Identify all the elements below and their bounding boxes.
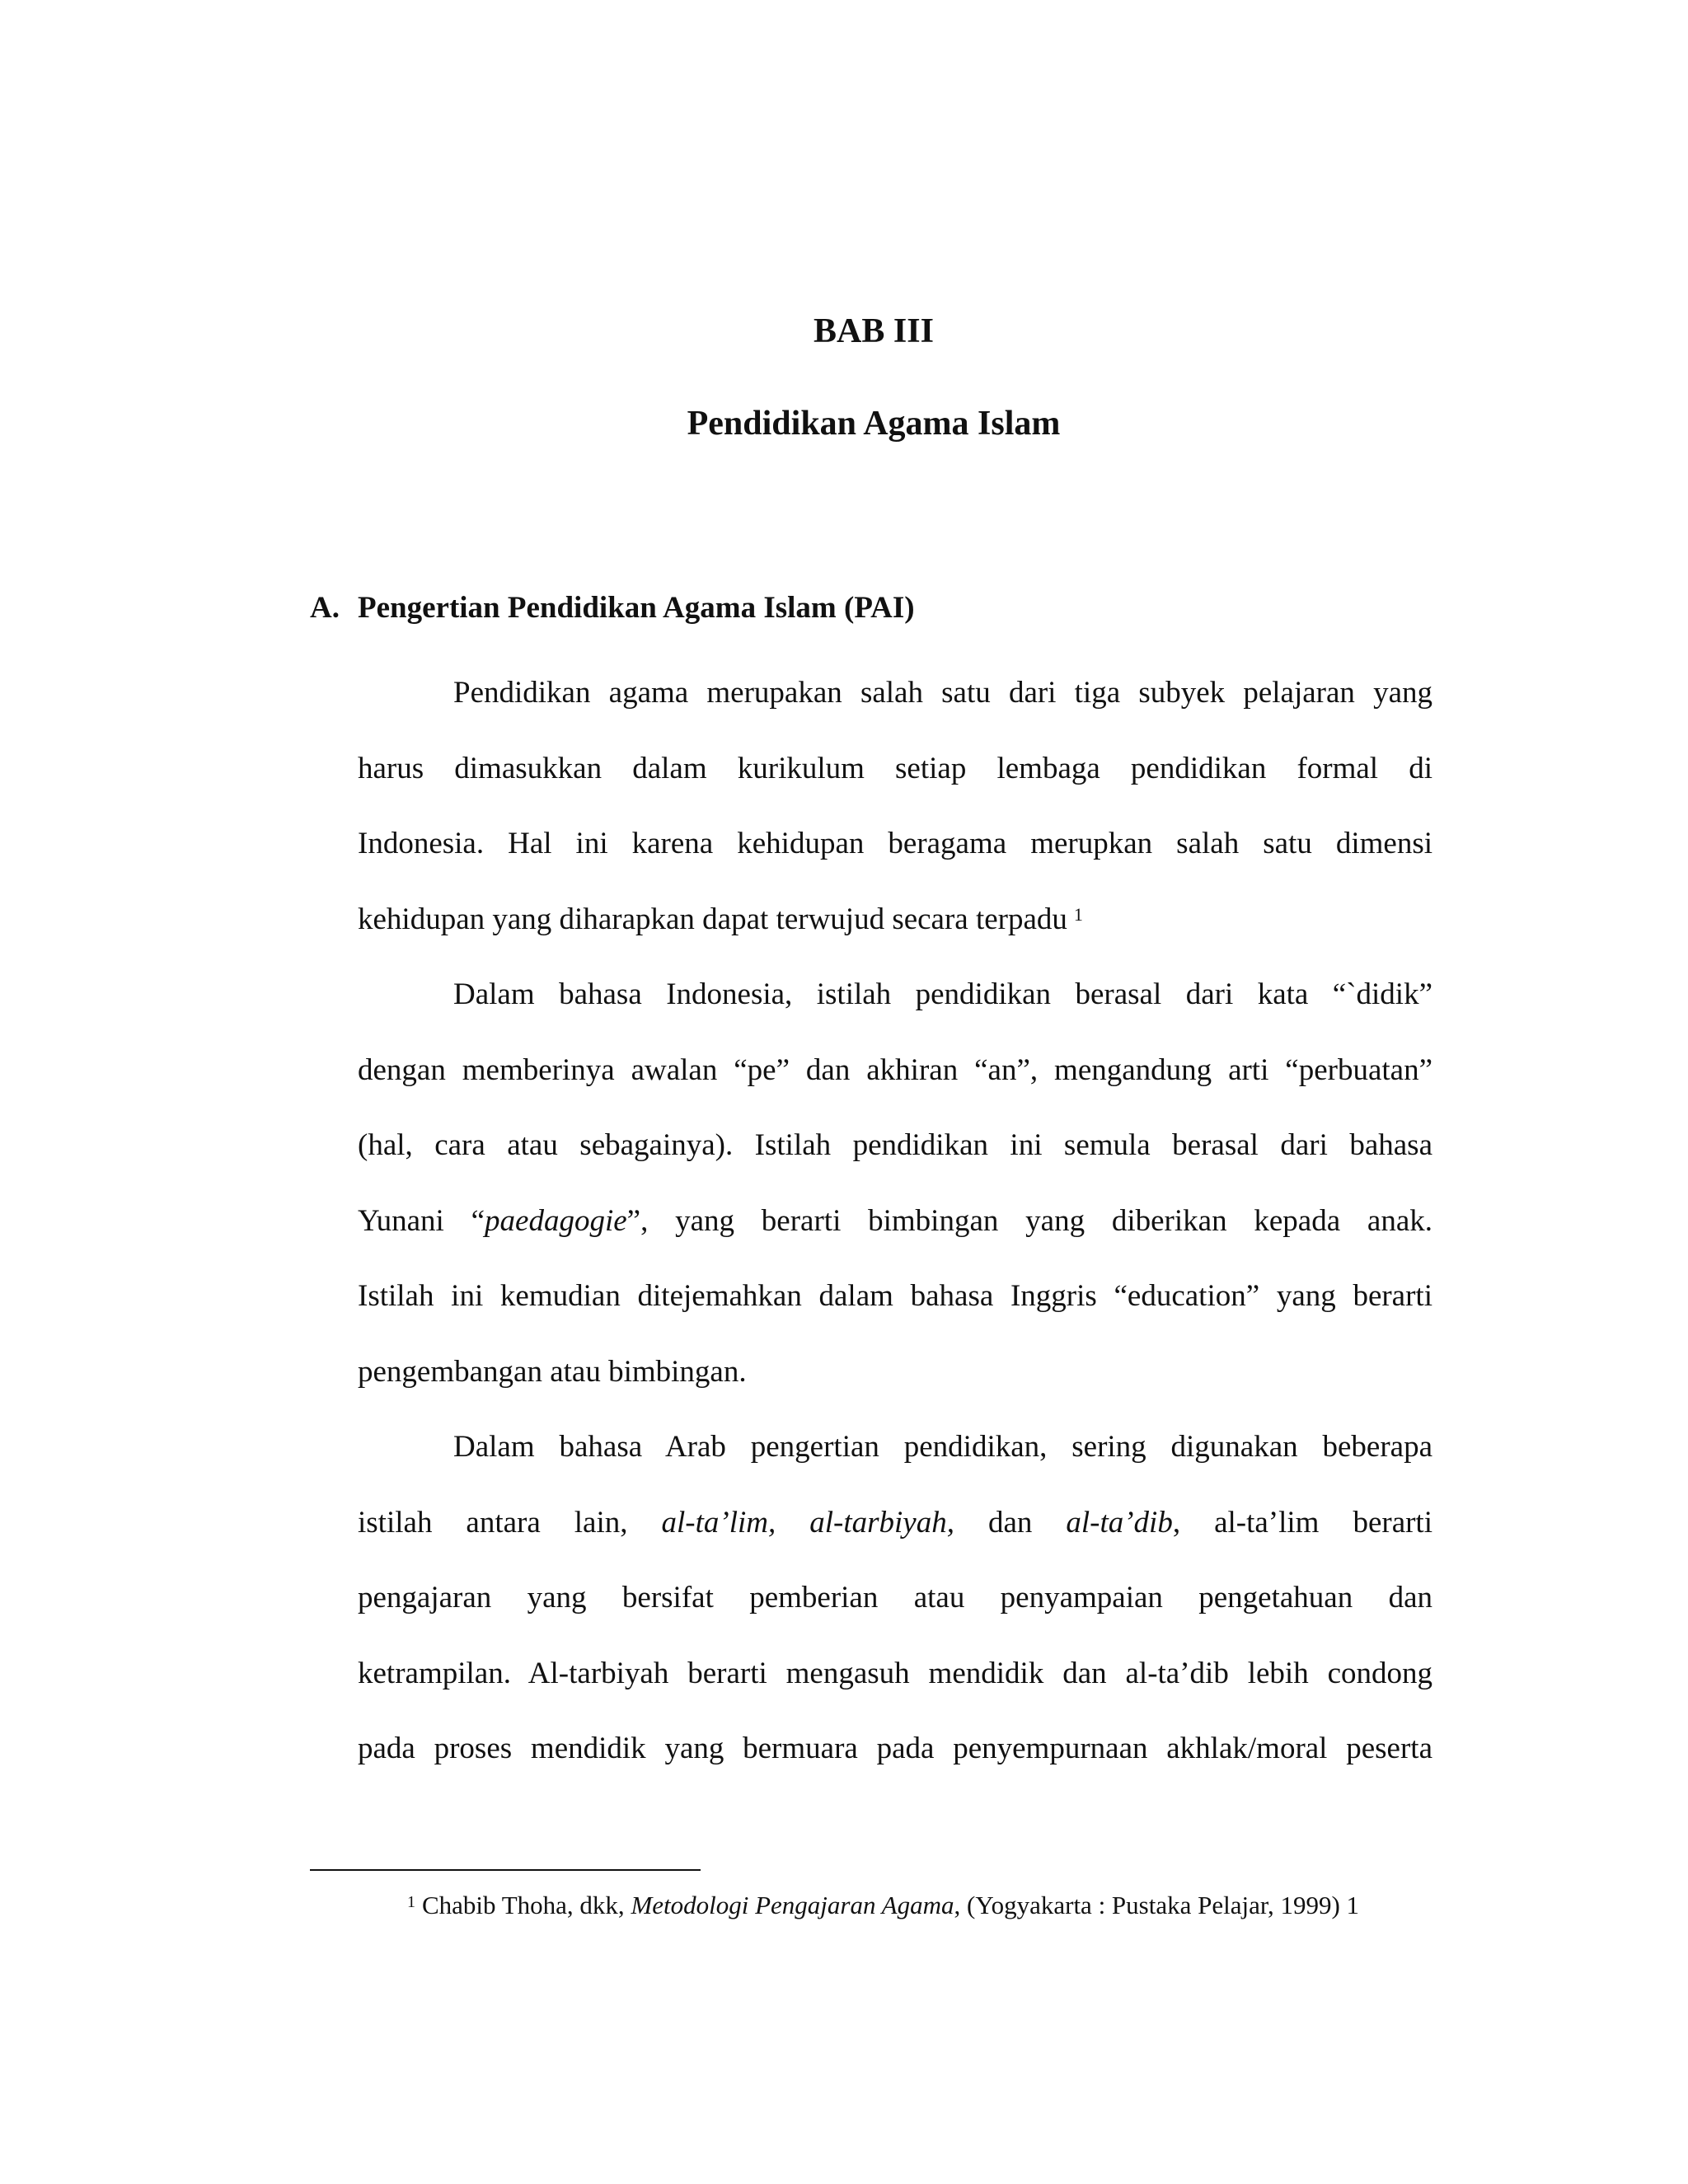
italic-term: paedagogie	[485, 1203, 627, 1238]
section-title: Pengertian Pendidikan Agama Islam (PAI)	[358, 591, 915, 625]
paragraph-line: Istilah ini kemudian ditejemahkan dalam bahasa Inggris “education” yang berarti	[358, 1279, 1432, 1313]
chapter-number: BAB III	[814, 312, 934, 350]
text-run: Yunani “	[358, 1203, 485, 1238]
paragraph-line: dengan memberinya awalan “pe” dan akhiran “an”, mengandung arti “perbuatan”	[358, 1052, 1432, 1087]
paragraph-line: Dalam bahasa Arab pengertian pendidikan, sering digunakan beberapa	[453, 1430, 1432, 1464]
paragraph-line: Dalam bahasa Indonesia, istilah pendidikan berasal dari kata “`didik”	[453, 977, 1432, 1011]
section-number: A.	[310, 591, 340, 625]
footnote-text: , (Yogyakarta : Pustaka Pelajar, 1999) 1	[954, 1891, 1360, 1919]
section-heading	[310, 587, 915, 630]
footnote	[407, 1887, 1359, 1924]
paragraph-1	[358, 655, 1432, 957]
paragraph-line	[358, 1485, 1432, 1561]
text-run: istilah antara lain,	[358, 1505, 628, 1540]
footnote-separator	[310, 1869, 701, 1871]
chapter-title: Pendidikan Agama Islam	[687, 405, 1061, 443]
footnote-text: Chabib Thoha, dkk,	[422, 1891, 625, 1919]
footnote-reference: 1	[1073, 903, 1083, 925]
paragraph-line-text: kehidupan yang diharapkan dapat terwujud secara terpadu	[358, 902, 1067, 936]
italic-term: al-tarbiyah,	[809, 1505, 954, 1540]
paragraph-line: Pendidikan agama merupakan salah satu dari tiga subyek pelajaran yang	[453, 676, 1432, 710]
paragraph-line: pengajaran yang bersifat pemberian atau penyampaian pengetahuan dan	[358, 1581, 1432, 1615]
paragraph-line: ketrampilan. Al-tarbiyah berarti mengasuh mendidik dan al-ta’dib lebih condong	[358, 1656, 1432, 1690]
text-run: ”, yang berarti bimbingan yang diberikan kepada anak.	[626, 1203, 1432, 1238]
text-run: , al-ta’lim berarti	[1172, 1505, 1432, 1540]
footnote-number: 1	[407, 1893, 415, 1911]
paragraph-line	[358, 1183, 1432, 1259]
paragraph-line: harus dimasukkan dalam kurikulum setiap lembaga pendidikan formal di	[358, 751, 1432, 785]
footnote-book-title: Metodologi Pengajaran Agama	[631, 1891, 954, 1919]
paragraph-line: Indonesia. Hal ini karena kehidupan beragama merupkan salah satu dimensi	[358, 827, 1432, 860]
paragraph-line: pada proses mendidik yang bermuara pada penyempurnaan akhlak/moral peserta	[358, 1732, 1432, 1765]
paragraph-line: (hal, cara atau sebagainya). Istilah pendidikan ini semula berasal dari bahasa	[358, 1128, 1432, 1162]
paragraph-2	[358, 957, 1432, 1409]
text-run: dan	[987, 1505, 1033, 1540]
italic-term: al-ta’lim,	[661, 1505, 776, 1540]
paragraph-3	[358, 1409, 1432, 1787]
italic-term: al-ta’dib	[1066, 1505, 1173, 1540]
paragraph-line	[358, 882, 1432, 958]
paragraph-line: pengembangan atau bimbingan.	[358, 1354, 747, 1389]
